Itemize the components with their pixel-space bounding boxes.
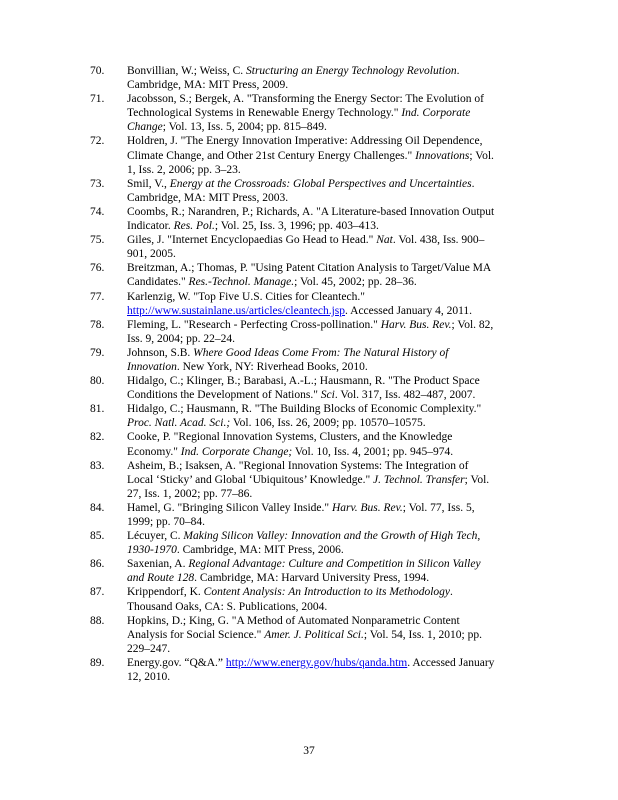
reference-number: 83.	[90, 459, 105, 472]
reference-item	[90, 64, 496, 92]
reference-number: 78.	[90, 318, 105, 331]
reference-item	[90, 134, 496, 176]
reference-title-italic: Making Silicon Valley: Innovation and the Growth of High Tech, 1930-1970	[127, 530, 481, 557]
reference-title-italic: Res.-Technol. Manage.	[188, 276, 295, 289]
reference-link[interactable]: http://www.energy.gov/hubs/qanda.htm	[225, 656, 408, 669]
reference-number: 75.	[90, 234, 105, 247]
reference-title-italic: Ind. Corporate Change	[127, 107, 471, 134]
reference-item	[90, 346, 496, 374]
reference-item	[90, 402, 496, 430]
reference-item	[90, 614, 496, 656]
reference-text: Johnson, S.B. Where Good Ideas Come From: The Natural History of Innovation. New York, NY: Riverhead Books, 2010.	[127, 346, 449, 373]
reference-item	[90, 557, 496, 585]
reference-title-italic: J. Technol. Transfer	[373, 473, 465, 486]
reference-item	[90, 585, 496, 613]
reference-title-italic: Harv. Bus. Rev.	[331, 501, 403, 514]
reference-text: Bonvillian, W.; Weiss, C. Structuring an Energy Technology Revolution. Cambridge, MA: MIT Press, 2009.	[127, 65, 460, 92]
reference-item	[90, 430, 496, 458]
reference-title-italic: Nat	[376, 234, 393, 247]
reference-number: 71.	[90, 93, 105, 106]
reference-title-italic: Regional Advantage: Culture and Competition in Silicon Valley and Route 128	[127, 558, 481, 585]
reference-text: Karlenzig, W. "Top Five U.S. Cities for Cleantech." http://www.sustainlane.us/articles/cleantech.jsp. Accessed January 4, 2011.	[127, 290, 473, 317]
reference-text: Energy.gov. “Q&A.” http://www.energy.gov/hubs/qanda.htm. Accessed January 12, 2010.	[127, 656, 495, 684]
reference-text: Hamel, G. "Bringing Silicon Valley Inside." Harv. Bus. Rev.; Vol. 77, Iss. 5, 1999; pp. 70–84.	[127, 501, 475, 528]
reference-item	[90, 501, 496, 529]
reference-title-italic: Where Good Ideas Come From: The Natural History of Innovation	[127, 346, 449, 373]
reference-title-italic: Harv. Bus. Rev.	[380, 318, 452, 331]
reference-number: 81.	[90, 403, 105, 416]
reference-text: Holdren, J. "The Energy Innovation Imperative: Addressing Oil Dependence, Climate Change, and Other 21st Century Energy Challenges." Innovations; Vol. 1, Iss. 2, 2006; pp. 3–23.	[127, 135, 494, 176]
reference-title-italic: Ind. Corporate Change;	[180, 445, 293, 458]
reference-number: 87.	[90, 586, 105, 599]
reference-title-italic: Sci	[320, 389, 335, 402]
reference-text: Krippendorf, K. Content Analysis: An Introduction to its Methodology. Thousand Oaks, CA: S. Publications, 2004.	[127, 586, 453, 613]
reference-text: Giles, J. "Internet Encyclopaedias Go Head to Head." Nat. Vol. 438, Iss. 900–901, 2005.	[127, 234, 485, 261]
reference-item	[90, 318, 496, 346]
reference-number: 76.	[90, 262, 105, 275]
reference-text: Saxenian, A. Regional Advantage: Culture and Competition in Silicon Valley and Route 128. Cambridge, MA: Harvard University Press, 1994.	[127, 558, 481, 585]
reference-number: 82.	[90, 431, 105, 444]
reference-text: Breitzman, A.; Thomas, P. "Using Patent Citation Analysis to Target/Value MA Candidates." Res.-Technol. Manage.; Vol. 45, 2002; pp. 28–36.	[127, 262, 491, 289]
reference-item	[90, 92, 496, 134]
reference-title-italic: Proc. Natl. Acad. Sci.;	[127, 417, 231, 430]
reference-item	[90, 374, 496, 402]
reference-text: Smil, V., Energy at the Crossroads: Global Perspectives and Uncertainties. Cambridge, MA: MIT Press, 2003.	[127, 177, 475, 204]
reference-number: 79.	[90, 346, 105, 359]
reference-text: Lécuyer, C. Making Silicon Valley: Innovation and the Growth of High Tech, 1930-1970. Cambridge, MA: MIT Press, 2006.	[127, 530, 481, 557]
reference-number: 80.	[90, 375, 105, 388]
reference-number: 88.	[90, 614, 105, 627]
reference-item	[90, 233, 496, 261]
reference-number: 73.	[90, 177, 105, 190]
reference-number: 70.	[90, 65, 105, 77]
page-number: 37	[303, 745, 315, 757]
reference-title-italic: Energy at the Crossroads: Global Perspectives and Uncertainties	[169, 177, 472, 190]
reference-number: 86.	[90, 558, 105, 571]
reference-item	[90, 205, 496, 233]
references-list	[90, 64, 496, 684]
reference-title-italic: Res. Pol.	[173, 220, 215, 233]
reference-title-italic: Amer. J. Political Sci.	[264, 628, 364, 641]
reference-link[interactable]: http://www.sustainlane.us/articles/cleantech.jsp	[127, 304, 346, 317]
reference-item	[90, 290, 496, 318]
reference-text: Hidalgo, C.; Klinger, B.; Barabasi, A.-L.; Hausmann, R. "The Product Space Conditions the Development of Nations." Sci. Vol. 317, Iss. 482–487, 2007.	[127, 375, 480, 402]
reference-number: 74.	[90, 205, 105, 218]
reference-number: 85.	[90, 530, 105, 543]
reference-number: 77.	[90, 290, 105, 303]
reference-item	[90, 656, 496, 684]
reference-number: 84.	[90, 501, 105, 514]
reference-title-italic: Innovations	[415, 149, 470, 162]
reference-item	[90, 261, 496, 289]
reference-text: Hidalgo, C.; Hausmann, R. "The Building Blocks of Economic Complexity." Proc. Natl. Acad. Sci.; Vol. 106, Iss. 26, 2009; pp. 10570–10575.	[127, 403, 482, 430]
reference-item	[90, 459, 496, 501]
reference-text: Jacobsson, S.; Bergek, A. "Transforming the Energy Sector: The Evolution of Technological Systems in Renewable Energy Technology." Ind. Corporate Change; Vol. 13, Iss. 5, 2004; pp. 815–849.	[127, 93, 484, 134]
reference-number: 89.	[90, 656, 105, 669]
reference-text: Asheim, B.; Isaksen, A. "Regional Innovation Systems: The Integration of Local ‘Sticky’ and Global ‘Ubiquitous’ Knowledge." J. Technol. Transfer; Vol. 27, Iss. 1, 2002; pp. 77–86.	[127, 459, 490, 500]
reference-text: Cooke, P. "Regional Innovation Systems, Clusters, and the Knowledge Economy." Ind. Corporate Change; Vol. 10, Iss. 4, 2001; pp. 945–974.	[127, 431, 454, 458]
reference-text: Hopkins, D.; King, G. "A Method of Automated Nonparametric Content Analysis for Social Science." Amer. J. Political Sci.; Vol. 54, Iss. 1, 2010; pp. 229–247.	[127, 614, 482, 655]
reference-text: Fleming, L. "Research - Perfecting Cross-pollination." Harv. Bus. Rev.; Vol. 82, Iss. 9, 2004; pp. 22–24.	[127, 318, 494, 345]
reference-title-italic: Structuring an Energy Technology Revolution	[246, 65, 457, 77]
reference-item	[90, 177, 496, 205]
reference-title-italic: Content Analysis: An Introduction to its Methodology	[203, 586, 451, 599]
reference-text: Coombs, R.; Narandren, P.; Richards, A. "A Literature-based Innovation Output Indicator. Res. Pol.; Vol. 25, Iss. 3, 1996; pp. 403–413.	[127, 205, 495, 233]
reference-number: 72.	[90, 135, 105, 148]
reference-item	[90, 529, 496, 557]
